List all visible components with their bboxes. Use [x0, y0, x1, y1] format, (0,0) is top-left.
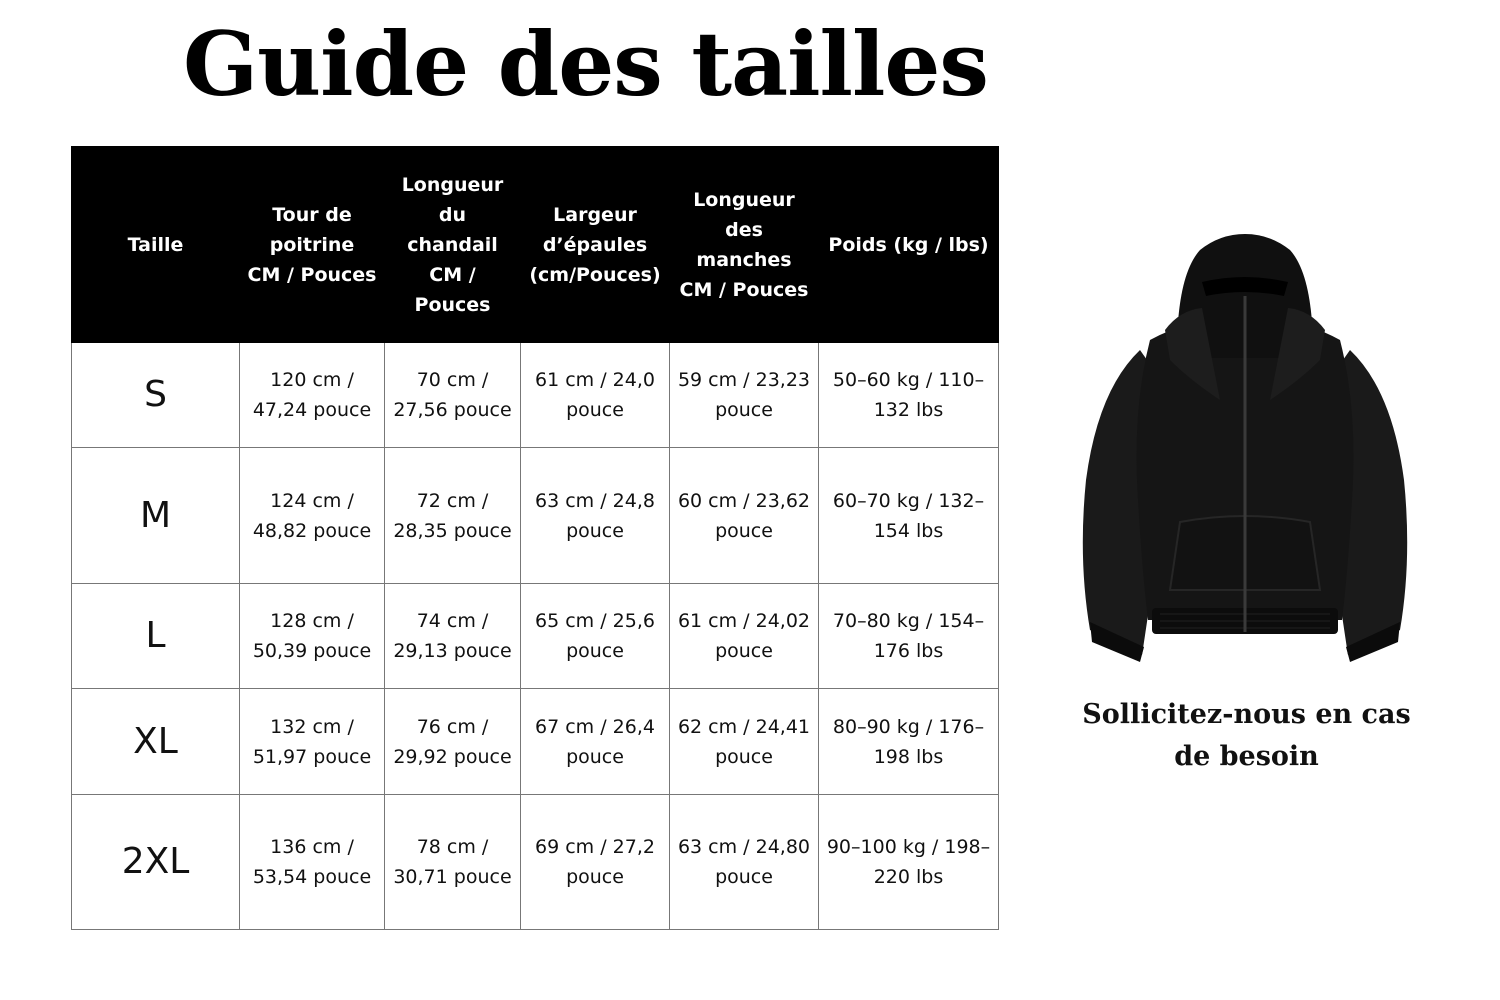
header-shoulders: Largeur d’épaules (cm/Pouces) [521, 147, 670, 343]
shoulders-cell: 61 cm / 24,0 pouce [521, 343, 670, 448]
sleeves-cell: 60 cm / 23,62 pouce [670, 448, 819, 584]
shoulders-cell: 67 cm / 26,4 pouce [521, 689, 670, 795]
sleeves-cell: 61 cm / 24,02 pouce [670, 584, 819, 689]
chest-cell: 128 cm / 50,39 pouce [240, 584, 385, 689]
weight-cell: 90–100 kg / 198– 220 lbs [819, 795, 999, 930]
table-row [72, 584, 999, 689]
size-cell: 2XL [72, 795, 240, 930]
table-row [72, 689, 999, 795]
header-length: Longueur du chandail CM / Pouces [385, 147, 521, 343]
help-text: Sollicitez-nous en cas de besoin [1082, 699, 1411, 772]
sleeves-cell: 62 cm / 24,41 pouce [670, 689, 819, 795]
shoulders-cell: 69 cm / 27,2 pouce [521, 795, 670, 930]
page-title: Guide des tailles [183, 12, 988, 116]
table-row [72, 343, 999, 448]
table-row [72, 448, 999, 584]
header-weight: Poids (kg / lbs) [819, 147, 999, 343]
size-cell: S [72, 343, 240, 448]
length-cell: 74 cm / 29,13 pouce [385, 584, 521, 689]
header-chest: Tour de poitrine CM / Pouces [240, 147, 385, 343]
header-sleeves: Longueur des manches CM / Pouces [670, 147, 819, 343]
length-cell: 76 cm / 29,92 pouce [385, 689, 521, 795]
chest-cell: 124 cm / 48,82 pouce [240, 448, 385, 584]
chest-cell: 132 cm / 51,97 pouce [240, 689, 385, 795]
size-cell: L [72, 584, 240, 689]
length-cell: 70 cm / 27,56 pouce [385, 343, 521, 448]
chest-cell: 136 cm / 53,54 pouce [240, 795, 385, 930]
length-cell: 78 cm / 30,71 pouce [385, 795, 521, 930]
table-header-row [72, 147, 999, 343]
size-chart-table [71, 146, 999, 930]
weight-cell: 60–70 kg / 132– 154 lbs [819, 448, 999, 584]
table-row [72, 795, 999, 930]
size-cell: M [72, 448, 240, 584]
weight-cell: 70–80 kg / 154– 176 lbs [819, 584, 999, 689]
sleeves-cell: 63 cm / 24,80 pouce [670, 795, 819, 930]
hoodie-product-image [1070, 230, 1420, 670]
shoulders-cell: 63 cm / 24,8 pouce [521, 448, 670, 584]
help-message [1080, 694, 1413, 778]
size-cell: XL [72, 689, 240, 795]
chest-cell: 120 cm / 47,24 pouce [240, 343, 385, 448]
length-cell: 72 cm / 28,35 pouce [385, 448, 521, 584]
weight-cell: 80–90 kg / 176– 198 lbs [819, 689, 999, 795]
weight-cell: 50–60 kg / 110– 132 lbs [819, 343, 999, 448]
header-size: Taille [72, 147, 240, 343]
shoulders-cell: 65 cm / 25,6 pouce [521, 584, 670, 689]
sleeves-cell: 59 cm / 23,23 pouce [670, 343, 819, 448]
